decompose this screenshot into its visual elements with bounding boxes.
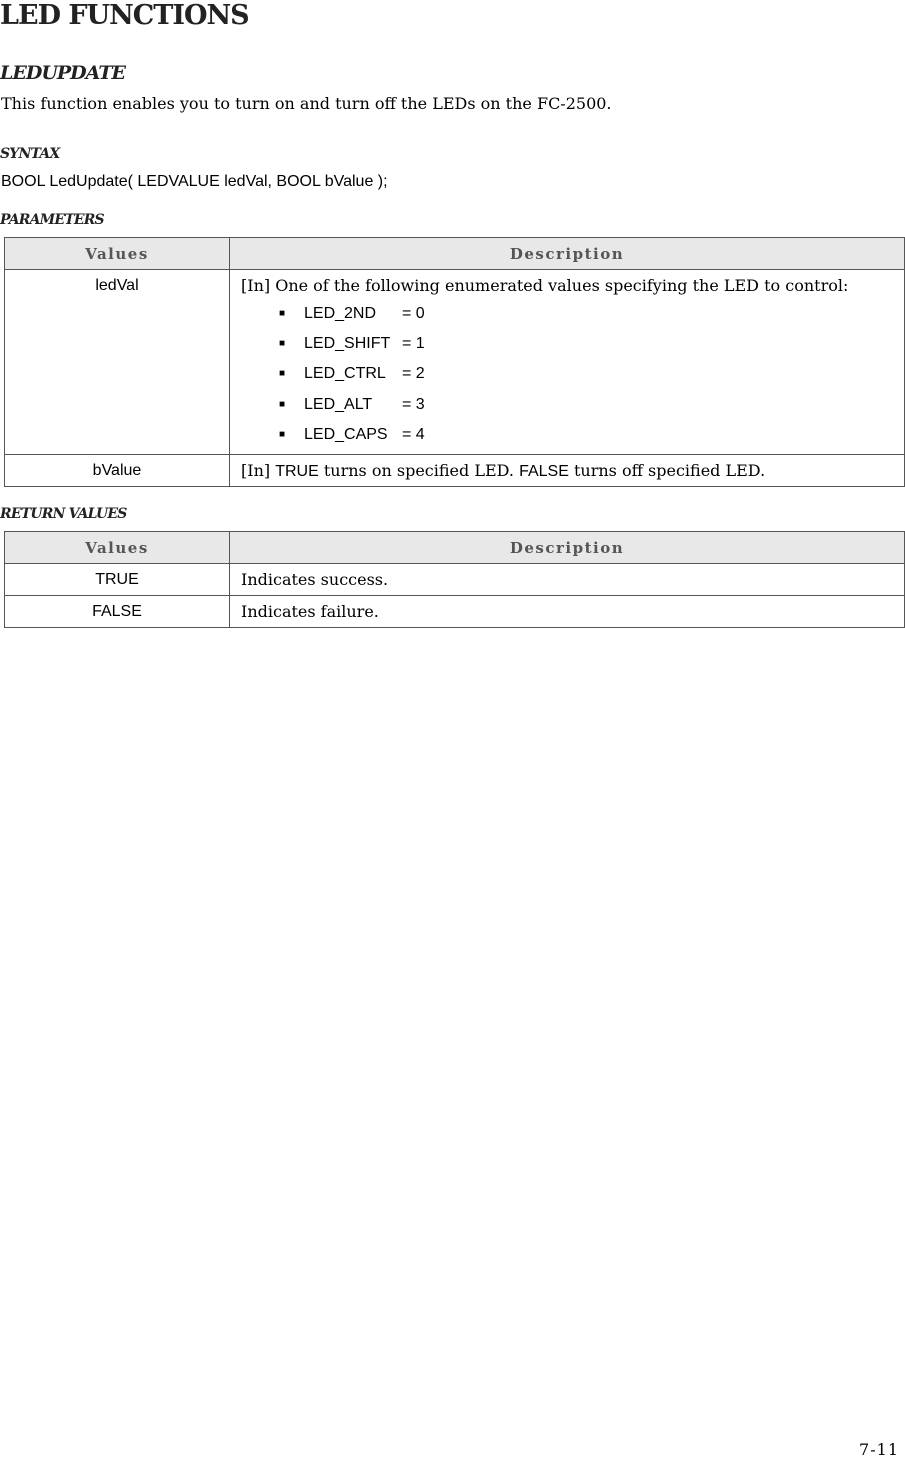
return-values-label: RETURN VALUES [0,506,127,522]
enum-name: LED_CAPS [304,425,388,443]
true-keyword: TRUE [275,462,319,480]
enum-name: LED_2ND [304,305,377,322]
parameters-table [4,237,905,487]
enum-name: LED_SHIFT [304,335,391,353]
param-description [230,454,905,486]
parameters-label: PARAMETERS [0,212,104,228]
square-bullet-icon: ■ [279,308,286,319]
syntax-code: BOOL LedUpdate( LEDVALUE ledVal, BOOL bValue ); [1,173,388,190]
table-row [5,564,905,596]
enum-value: = 3 [402,395,425,413]
enum-list [241,299,896,450]
square-bullet-icon: ■ [279,398,286,410]
list-item [241,329,896,359]
table-header-row [5,532,905,564]
enum-name: LED_ALT [304,395,373,413]
return-values-table [4,531,905,628]
param-description: [In] One of the following enumerated values specifying the LED to control: [241,276,849,295]
param-description-cell [230,270,905,455]
param-name: ledVal [5,270,230,455]
table-header-row [5,238,905,270]
return-value: TRUE [5,564,230,596]
table-row [5,454,905,486]
enum-value: = 2 [402,365,425,383]
enum-name: LED_CTRL [304,365,386,383]
enum-value: = 1 [402,335,425,353]
list-item [241,299,896,329]
return-value: FALSE [5,596,230,628]
enum-value: = 4 [402,425,425,443]
syntax-label: SYNTAX [0,146,60,162]
page-title: LED FUNCTIONS [0,0,249,31]
param-name: bValue [5,454,230,486]
square-bullet-icon: ■ [279,428,286,440]
function-description: This function enables you to turn on and turn off the LEDs on the FC-2500. [1,94,612,113]
return-description: Indicates failure. [230,596,905,628]
square-bullet-icon: ■ [279,338,286,350]
square-bullet-icon: ■ [279,368,286,380]
desc-text: [In] [241,460,276,480]
list-item [241,390,896,420]
list-item [241,420,896,450]
enum-value: = 0 [402,305,425,322]
return-description: Indicates success. [230,564,905,596]
list-item [241,359,896,389]
table-row [5,596,905,628]
false-keyword: FALSE [519,462,569,480]
column-header-description: Description [230,532,905,564]
page-number: 7-11 [859,1440,899,1459]
table-row [5,270,905,455]
desc-text: turns on specified LED. [318,460,520,480]
column-header-values: Values [5,532,230,564]
column-header-values: Values [5,238,230,270]
function-name-heading: LEDUPDATE [0,62,125,84]
column-header-description: Description [230,238,905,270]
desc-text: turns off specified LED. [568,460,766,480]
